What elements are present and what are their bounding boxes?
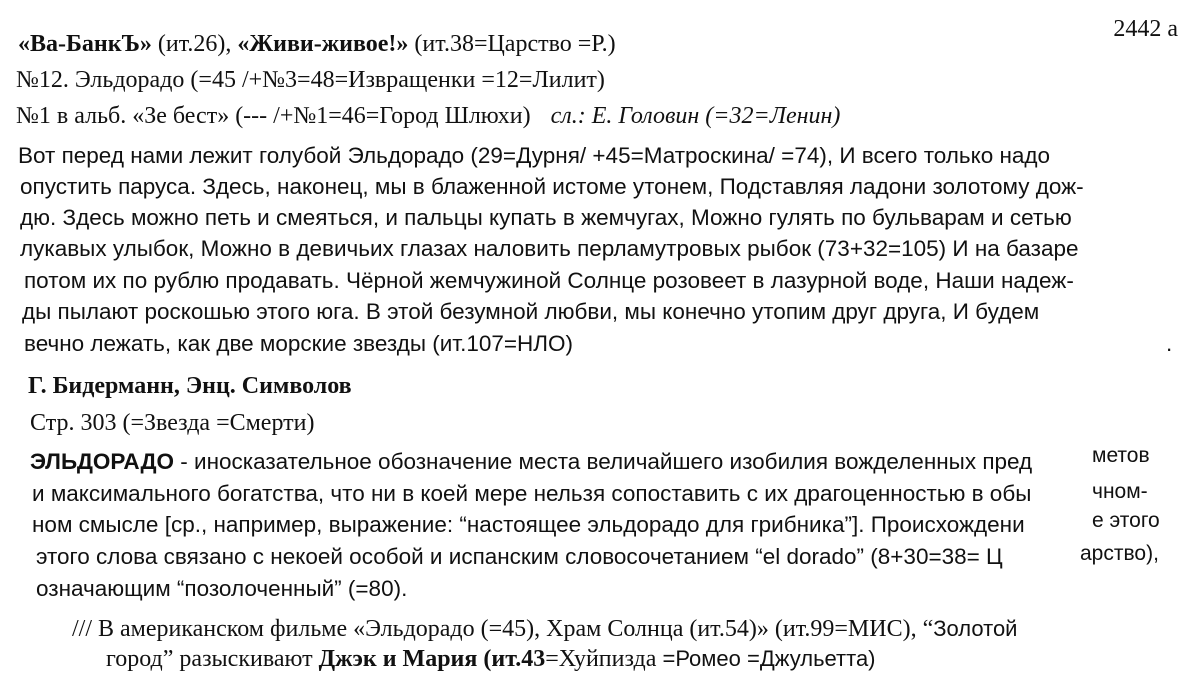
encyclopedia-line-2: и максимального богатства, что ни в коей мере нельзя сопоставить с их драгоценностью в обы xyxy=(32,481,1032,506)
encyclopedia-line-1 xyxy=(30,448,1032,476)
encyclopedia-line-1-overlay: метов xyxy=(1092,444,1150,467)
encyclopedia-line-5: означающим “позолоченный” (=80). xyxy=(36,576,408,601)
encyclopedia-line-2-overlay: чном- xyxy=(1092,480,1148,503)
title-va-bank: «Ва-БанкЪ» xyxy=(18,31,152,57)
note-paren: ( xyxy=(477,646,492,672)
encyclopedia-line-4: этого слова связано с некоей особой и испанским словосочетанием “el dorado” (8+30=38= Ц xyxy=(36,544,1003,569)
title-zhivi-zhivoe-note: (ит.38=Царство =Р.) xyxy=(408,31,616,57)
title-va-bank-note: (ит.26), xyxy=(151,31,238,57)
lyrics-line-2: опустить паруса. Здесь, наконец, мы в блаженной истоме утонем, Подставляя ладони золотому дож- xyxy=(20,174,1084,199)
note-line-2-overlay: =Ромео =Джульетта) xyxy=(656,646,876,671)
lyrics-line-6: ды пылают роскошью этого юга. В этой безумной любви, мы конечно утопим друг друга, И будем xyxy=(22,299,1040,324)
header-line-1 xyxy=(18,30,616,58)
encyclopedia-term: ЭЛЬДОРАДО xyxy=(30,449,174,474)
source-page: Стр. 303 (=Звезда =Смерти) xyxy=(30,410,315,436)
encyclopedia-line-1-text: - иносказательное обозначение места величайшего изобилия вожделенных пред xyxy=(174,449,1033,474)
lyrics-line-1: Вот перед нами лежит голубой Эльдорадо (29=Дурня/ +45=Матроскина/ =74), И всего только надо xyxy=(18,143,1051,168)
encyclopedia-line-4-overlay: арство), xyxy=(1080,542,1159,565)
note-line-2-text: город” разыскивают xyxy=(106,646,319,672)
header-line-2: №12. Эльдорадо (=45 /+№3=48=Извращенки =12=Лилит) xyxy=(16,67,605,93)
source-title: Г. Бидерманн, Энц. Символов xyxy=(28,373,352,399)
film-heroes: Джэк и Мария xyxy=(318,646,478,672)
note-it43: ит.43 xyxy=(491,646,546,672)
lyrics-line-4: лукавых улыбок, Можно в девичьих глазах наловить перламутровых рыбок (73+32=105) И на базаре xyxy=(20,236,1079,261)
note-equation: =Хуйпизда xyxy=(545,646,657,672)
header-line-3 xyxy=(16,102,840,130)
lyrics-trailing-dot: . xyxy=(1166,331,1173,356)
encyclopedia-line-3: ном смысле [ср., например, выражение: “настоящее эльдорадо для грибника”]. Происхождени xyxy=(32,512,1025,537)
lyrics-line-7: вечно лежать, как две морские звезды (ит.107=НЛО) xyxy=(24,331,574,356)
encyclopedia-line-3-overlay: е этого xyxy=(1092,509,1160,532)
page-number: 2442 а xyxy=(1113,16,1178,42)
note-line-1 xyxy=(72,615,1017,643)
lyrics-line-5: потом их по рублю продавать. Чёрной жемчужиной Солнце розовеет в лазурной воде, Наши надеж- xyxy=(24,268,1074,293)
title-zhivi-zhivoe: «Живи-живое!» xyxy=(237,31,409,57)
note-line-2 xyxy=(106,645,876,673)
note-line-1-overlay: Золотой xyxy=(933,616,1018,641)
lyrics-author: сл.: Е. Головин (=32=Ленин) xyxy=(550,103,841,129)
album-info: №1 в альб. «Зе бест» (--- /+№1=46=Город Шлюхи) xyxy=(16,103,531,129)
note-line-1-text: /// В американском фильме «Эльдорадо (=45), Храм Солнца (ит.54)» (ит.99=МИС), “ xyxy=(72,616,934,642)
lyrics-line-3: дю. Здесь можно петь и смеяться, и пальцы купать в жемчугах, Можно гулять по бульварам и сетью xyxy=(20,205,1072,230)
